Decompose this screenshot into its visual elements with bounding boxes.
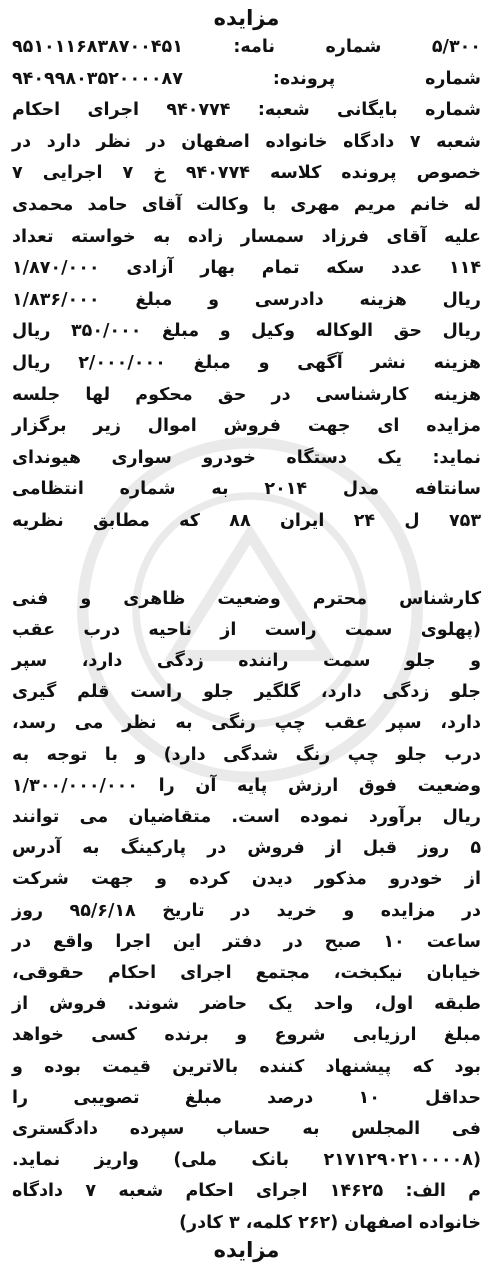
text-line: ریال برآورد نموده است. متقاضیان می توانند (12, 806, 481, 827)
text-line: علیه آقای فرزاد سمسار زاده به خواسته تعداد (12, 226, 481, 247)
text-line: دارد، سپر عقب چپ رنگی به نظر می رسد، (12, 713, 481, 734)
text-line: ۱۱۴ عدد سکه تمام بهار آزادی ۱/۸۷۰/۰۰۰ (12, 258, 481, 279)
text-line: هزینه نشر آگهی و مبلغ ۲/۰۰۰/۰۰۰ ریال (12, 352, 481, 373)
text-line: شماره بایگانی شعبه: ۹۴۰۷۷۴ اجرای احکام (12, 100, 482, 121)
text-line: مزایده ای جهت فروش اموال زیر برگزار (12, 416, 481, 437)
notice-paragraph-1 (12, 32, 481, 538)
text-line: له خانم مریم مهری با وکالت آقای حامد محمدی (12, 194, 481, 215)
notice-title: مزایده (213, 6, 280, 30)
text-line: م الف: ۱۴۶۲۵ اجرای احکام شعبه ۷ دادگاه (12, 1181, 482, 1202)
text-line: و جلو سمت راننده زدگی دارد، سپر (12, 650, 481, 671)
text-line: هزینه کارشناسی در حق محکوم لها جلسه (12, 384, 481, 405)
text-line: شعبه ۷ دادگاه خانواده اصفهان در نظر دارد در (12, 131, 482, 152)
notice-paragraph-2 (12, 584, 481, 1239)
text-line: کارشناس محترم وضعیت ظاهری و فنی (12, 588, 481, 609)
text-line: درب جلو چپ رنگ شدگی دارد) و با توجه به (12, 744, 481, 765)
text-line: از خودرو مذکور دیدن کرده و جهت شرکت (12, 869, 481, 890)
text-line: ۵ روز قبل از فروش در پارکینگ به آدرس (12, 838, 481, 859)
column-gap (12, 538, 481, 584)
text-line: حداقل ۱۰ درصد مبلغ تصویبی را (12, 1087, 481, 1108)
text-line: ساعت ۱۰ صبح در دفتر این اجرا واقع در (12, 931, 481, 952)
text-line: مبلغ ارزیابی شروع و برنده کسی خواهد (12, 1025, 481, 1046)
text-line: نماید: یک دستگاه خودرو سواری هیوندای (12, 447, 481, 468)
text-line: ۵/۳۰۰ شماره نامه: ۹۵۱۰۱۱۶۸۳۸۷۰۰۴۵۱ (12, 37, 481, 57)
text-line: خانواده اصفهان (۲۶۲ کلمه، ۳ کادر) (179, 1212, 481, 1233)
text-line: وضعیت فوق ارزش پایه آن را ۱/۳۰۰/۰۰۰/۰۰۰ (12, 775, 481, 796)
next-notice-title-fragment: مزایده (213, 1238, 280, 1262)
text-line: ۷۵۳ ل ۲۴ ایران ۸۸ که مطابق نظریه (12, 510, 481, 531)
text-line: در مزایده و خرید در تاریخ ۹۵/۶/۱۸ روز (12, 900, 481, 921)
text-line: شماره پرونده: ۹۴۰۹۹۸۰۳۵۲۰۰۰۰۸۷ (12, 68, 481, 89)
text-line: فی المجلس به حساب سپرده دادگستری (12, 1118, 481, 1139)
text-line: (پهلوی سمت راست از ناحیه درب عقب (12, 619, 481, 640)
text-line: خصوص پرونده کلاسه ۹۴۰۷۷۴ خ ۷ اجرایی ۷ (12, 163, 481, 184)
text-line: ریال حق الوکاله وکیل و مبلغ ۳۵۰/۰۰۰ ریال (12, 321, 481, 342)
text-line: سانتافه مدل ۲۰۱۴ به شماره انتظامی (12, 479, 481, 500)
text-line: (۲۱۷۱۲۹۰۲۱۰۰۰۰۸ بانک ملی) واریز نماید. (12, 1150, 481, 1171)
text-line: طبقه اول، واحد یک حاضر شوند. فروش از (12, 994, 481, 1015)
text-line: جلو زدگی دارد، گلگیر جلو راست قلم گیری (12, 682, 481, 703)
text-line: بود که پیشنهاد کننده بالاترین قیمت بوده و (12, 1056, 481, 1077)
text-line: خیابان نیکبخت، مجتمع اجرای احکام حقوقی، (12, 962, 481, 983)
text-line: ریال هزینه دادرسی و مبلغ ۱/۸۳۶/۰۰۰ (12, 289, 481, 310)
